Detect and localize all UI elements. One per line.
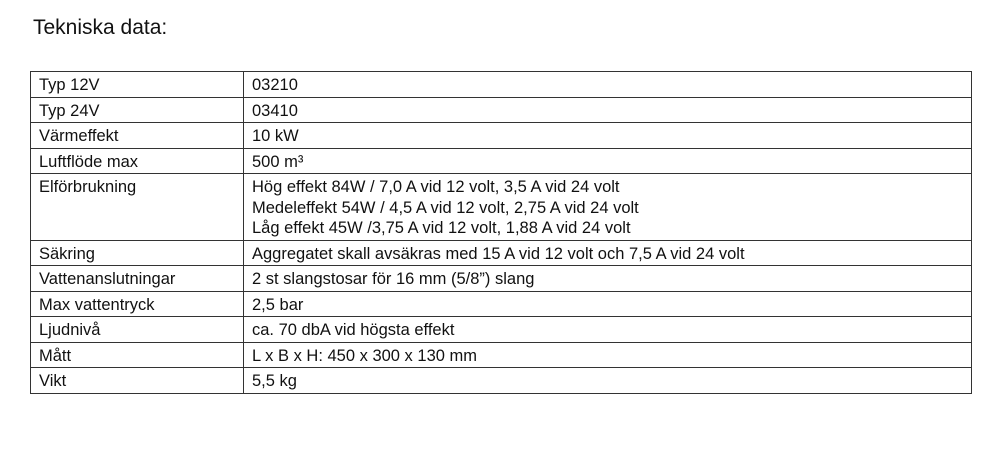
row-value bbox=[244, 240, 972, 266]
value-line: 500 m³ bbox=[252, 152, 304, 171]
row-label: Elförbrukning bbox=[31, 174, 244, 241]
row-value bbox=[244, 123, 972, 149]
value-line: L x B x H: 450 x 300 x 130 mm bbox=[252, 346, 477, 365]
value-line: Hög effekt 84W / 7,0 A vid 12 volt, 3,5 A vid 24 volt bbox=[252, 178, 620, 196]
table-row bbox=[31, 342, 972, 368]
value-line: Aggregatet skall avsäkras med 15 A vid 12 volt och 7,5 A vid 24 volt bbox=[252, 244, 745, 263]
row-value bbox=[244, 72, 972, 98]
row-value bbox=[244, 266, 972, 292]
row-label: Typ 12V bbox=[31, 72, 244, 98]
value-line: 03410 bbox=[252, 101, 298, 120]
table-row bbox=[31, 148, 972, 174]
table-row bbox=[31, 266, 972, 292]
table-row bbox=[31, 291, 972, 317]
row-label: Mått bbox=[31, 342, 244, 368]
table-row bbox=[31, 174, 972, 241]
row-label: Värmeffekt bbox=[31, 123, 244, 149]
row-value bbox=[244, 148, 972, 174]
value-line: Låg effekt 45W /3,75 A vid 12 volt, 1,88 A vid 24 volt bbox=[252, 219, 631, 237]
table-row bbox=[31, 317, 972, 343]
row-value bbox=[244, 317, 972, 343]
value-line: 2 st slangstosar för 16 mm (5/8”) slang bbox=[252, 270, 535, 288]
row-label: Luftflöde max bbox=[31, 148, 244, 174]
row-value bbox=[244, 342, 972, 368]
row-value bbox=[244, 291, 972, 317]
row-label: Ljudnivå bbox=[31, 317, 244, 343]
row-value bbox=[244, 97, 972, 123]
row-value bbox=[244, 368, 972, 394]
value-line: 03210 bbox=[252, 76, 298, 94]
technical-data-body bbox=[31, 72, 972, 394]
value-line: 10 kW bbox=[252, 127, 299, 145]
table-row bbox=[31, 97, 972, 123]
row-label: Vikt bbox=[31, 368, 244, 394]
table-row bbox=[31, 123, 972, 149]
technical-data-table bbox=[30, 71, 972, 394]
table-row bbox=[31, 240, 972, 266]
page-title: Tekniska data: bbox=[33, 16, 168, 39]
row-label: Vattenanslutningar bbox=[31, 266, 244, 292]
value-line: Medeleffekt 54W / 4,5 A vid 12 volt, 2,75 A vid 24 volt bbox=[252, 198, 639, 217]
value-line: 2,5 bar bbox=[252, 295, 304, 314]
table-row bbox=[31, 72, 972, 98]
row-label: Typ 24V bbox=[31, 97, 244, 123]
value-line: ca. 70 dbA vid högsta effekt bbox=[252, 321, 455, 339]
row-label: Max vattentryck bbox=[31, 291, 244, 317]
row-label: Säkring bbox=[31, 240, 244, 266]
row-value bbox=[244, 174, 972, 241]
table-row bbox=[31, 368, 972, 394]
value-line: 5,5 kg bbox=[252, 372, 297, 390]
